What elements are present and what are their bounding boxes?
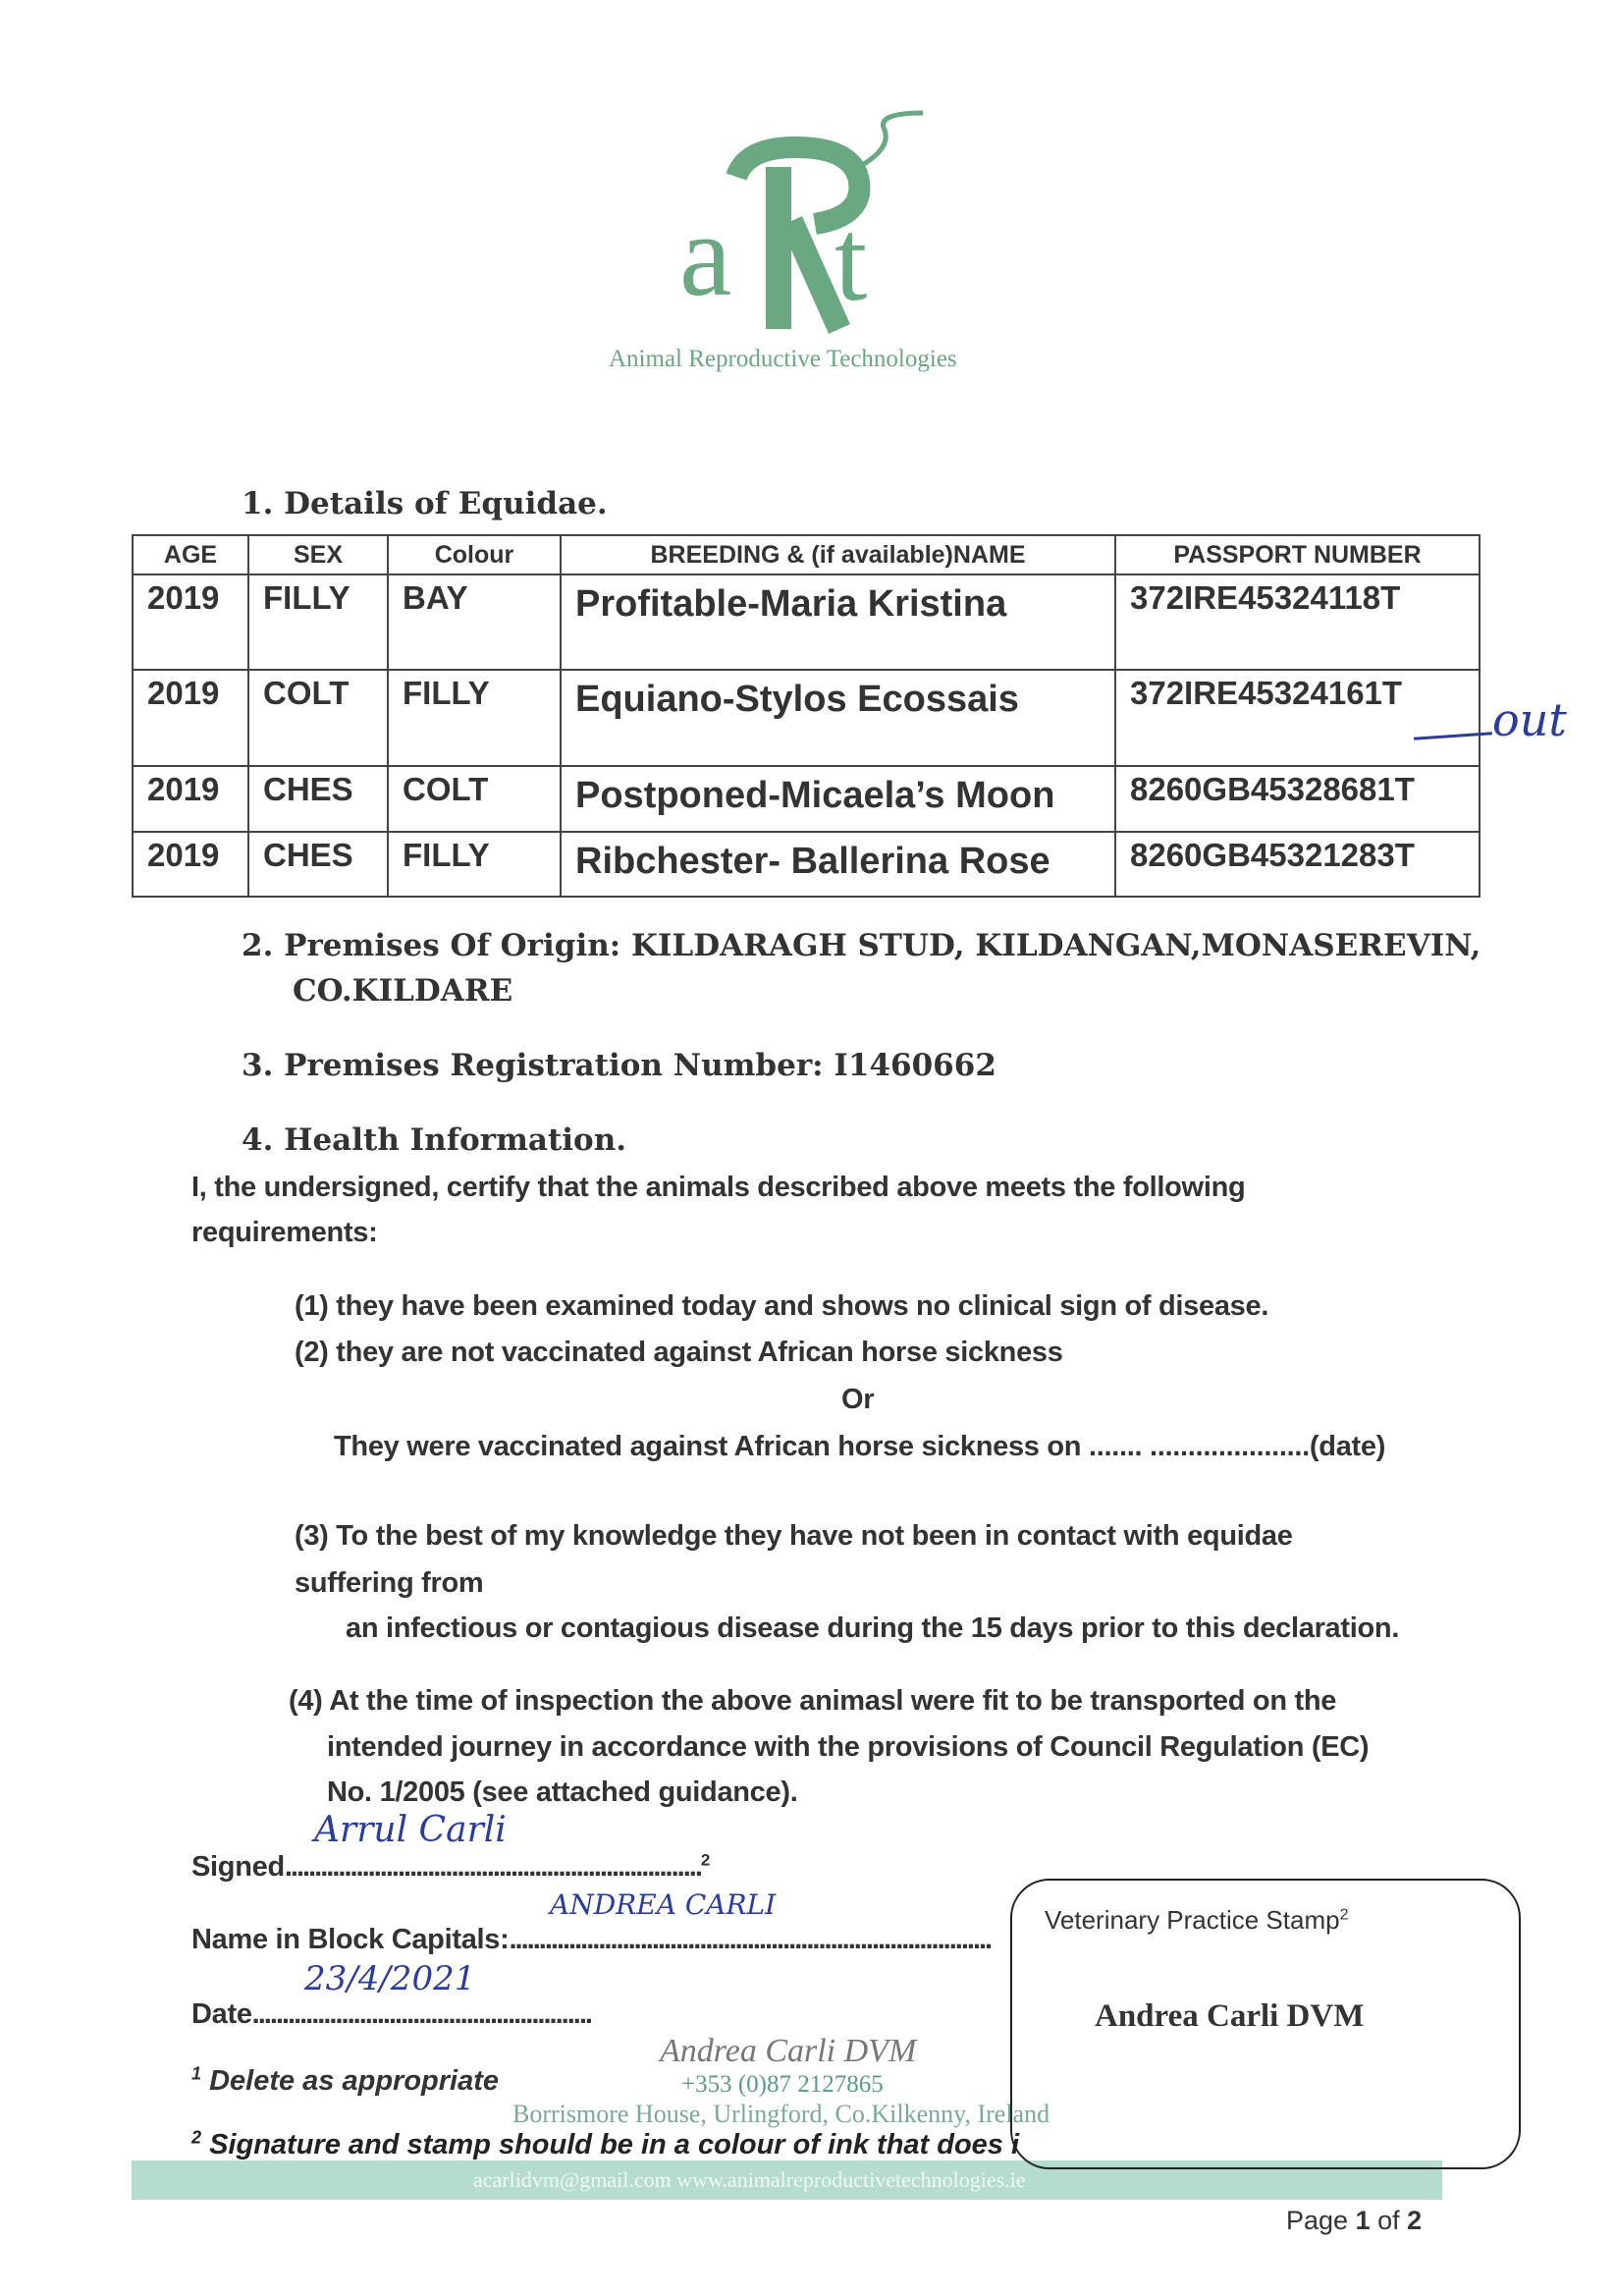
date-label: Date: [191, 1998, 252, 2030]
col-passport: PASSPORT NUMBER: [1115, 535, 1480, 574]
cell-colour: FILLY: [388, 832, 561, 897]
svg-text:a: a: [679, 190, 732, 320]
signed-footnote-ref: 2: [700, 1850, 711, 1870]
cell-name: Ribchester- Ballerina Rose: [561, 832, 1115, 897]
table-row: [133, 832, 1480, 897]
signature-handwritten: Arrul Carli: [314, 1810, 507, 1850]
cell-colour: BAY: [388, 574, 561, 670]
cell-sex: FILLY: [248, 574, 388, 670]
col-age: AGE: [133, 535, 248, 574]
cell-name: Postponed-Micaela’s Moon: [561, 766, 1115, 832]
footnote-2-mark: 2: [191, 2127, 202, 2148]
condition-2-alt: They were vaccinated against African horse sickness on ....... .....................(date): [334, 1431, 1386, 1462]
signed-dots: ......................................................................: [284, 1851, 701, 1883]
name-line: [191, 1924, 991, 1956]
cell-age: 2019: [133, 574, 248, 670]
date-handwritten: 23/4/2021: [304, 1959, 476, 1998]
section-2-origin-cont: CO.KILDARE: [293, 973, 513, 1009]
name-label: Name in Block Capitals:: [191, 1924, 510, 1955]
cell-age: 2019: [133, 670, 248, 766]
name-handwritten: ANDREA CARLI: [550, 1888, 777, 1921]
cell-colour: FILLY: [388, 670, 561, 766]
cell-name: Profitable-Maria Kristina: [561, 574, 1115, 670]
logo-graphic: [668, 108, 933, 344]
page-number: [1286, 2206, 1422, 2236]
cell-colour: COLT: [388, 766, 561, 832]
page-sep: of: [1370, 2206, 1408, 2235]
signed-label: Signed: [191, 1851, 285, 1883]
logo-caption: Animal Reproductive Technologies: [609, 346, 957, 372]
page-prefix: Page: [1286, 2206, 1356, 2235]
equidae-table: [132, 534, 1480, 898]
stamp-footnote-ref: 2: [1339, 1906, 1349, 1924]
cell-age: 2019: [133, 766, 248, 832]
condition-4-cont: intended journey in accordance with the provisions of Council Regulation (EC): [327, 1731, 1370, 1763]
condition-4-cont2: No. 1/2005 (see attached guidance).: [327, 1777, 798, 1808]
health-intro: I, the undersigned, certify that the animals described above meets the following: [191, 1172, 1246, 1203]
condition-3: (3) To the best of my knowledge they have not been in contact with equidae: [295, 1520, 1293, 1552]
table-row: [133, 670, 1480, 766]
col-sex: SEX: [248, 535, 388, 574]
section-4-title: 4. Health Information.: [242, 1122, 627, 1158]
page-total: 2: [1407, 2206, 1423, 2235]
table-row: [133, 766, 1480, 832]
condition-2-or: Or: [841, 1384, 875, 1415]
condition-3-cont2: an infectious or contagious disease during the 15 days prior to this declaration.: [346, 1613, 1400, 1644]
signed-line: [191, 1851, 710, 1884]
cell-passport: 8260GB45321283T: [1115, 832, 1480, 897]
stamp-label-text: Veterinary Practice Stamp: [1045, 1905, 1340, 1935]
section-2-origin: 2. Premises Of Origin: KILDARAGH STUD, KILDANGAN,MONASEREVIN,: [242, 928, 1481, 963]
condition-2: (2) they are not vaccinated against African horse sickness: [295, 1337, 1063, 1368]
letterhead-contact: acarlidvm@gmail.com www.animalreproductivetechnologies.ie: [473, 2167, 1026, 2192]
name-dots: .................................................................................: [509, 1924, 992, 1955]
table-header-row: [133, 535, 1480, 574]
letterhead-phone: +353 (0)87 2127865: [681, 2071, 884, 2098]
condition-4: (4) At the time of inspection the above animasl were fit to be transported on the: [289, 1685, 1337, 1717]
cell-sex: CHES: [248, 832, 388, 897]
col-colour: Colour: [388, 535, 561, 574]
col-breeding-name: BREEDING & (if available)NAME: [561, 535, 1115, 574]
stamp-name: Andrea Carli DVM: [1095, 1998, 1365, 2034]
letterhead-address: Borrismore House, Urlingford, Co.Kilkenny, Ireland: [512, 2100, 1050, 2128]
date-line: [191, 1998, 591, 2031]
section-3-registration: 3. Premises Registration Number: I1460662: [242, 1048, 996, 1083]
footnote-1-text: Delete as appropriate: [209, 2065, 500, 2097]
letterhead-name: Andrea Carli DVM: [660, 2033, 917, 2069]
svg-text:t: t: [834, 194, 868, 325]
footnote-1: [191, 2063, 500, 2098]
condition-3-cont: suffering from: [295, 1567, 484, 1599]
section-1-title: 1. Details of Equidae.: [242, 486, 608, 521]
cell-sex: CHES: [248, 766, 388, 832]
health-intro-cont: requirements:: [191, 1217, 378, 1248]
page-current: 1: [1355, 2206, 1371, 2235]
cell-age: 2019: [133, 832, 248, 897]
footnote-2: [191, 2127, 1020, 2160]
veterinary-stamp-box: [1010, 1879, 1521, 2169]
footnote-1-mark: 1: [191, 2063, 202, 2084]
stamp-label: [1045, 1906, 1348, 1936]
date-dots: .........................................................: [251, 1998, 591, 2030]
footnote-2-text: Signature and stamp should be in a colour of ink that does i: [209, 2129, 1020, 2160]
handwritten-out-note: out: [1492, 693, 1567, 746]
art-logo: [668, 108, 933, 344]
cell-passport: 8260GB45328681T: [1115, 766, 1480, 832]
cell-name: Equiano-Stylos Ecossais: [561, 670, 1115, 766]
cell-sex: COLT: [248, 670, 388, 766]
table-row: [133, 574, 1480, 670]
cell-passport: 372IRE45324118T: [1115, 574, 1480, 670]
cell-passport: 372IRE45324161T: [1115, 670, 1480, 766]
condition-1: (1) they have been examined today and shows no clinical sign of disease.: [295, 1290, 1269, 1322]
